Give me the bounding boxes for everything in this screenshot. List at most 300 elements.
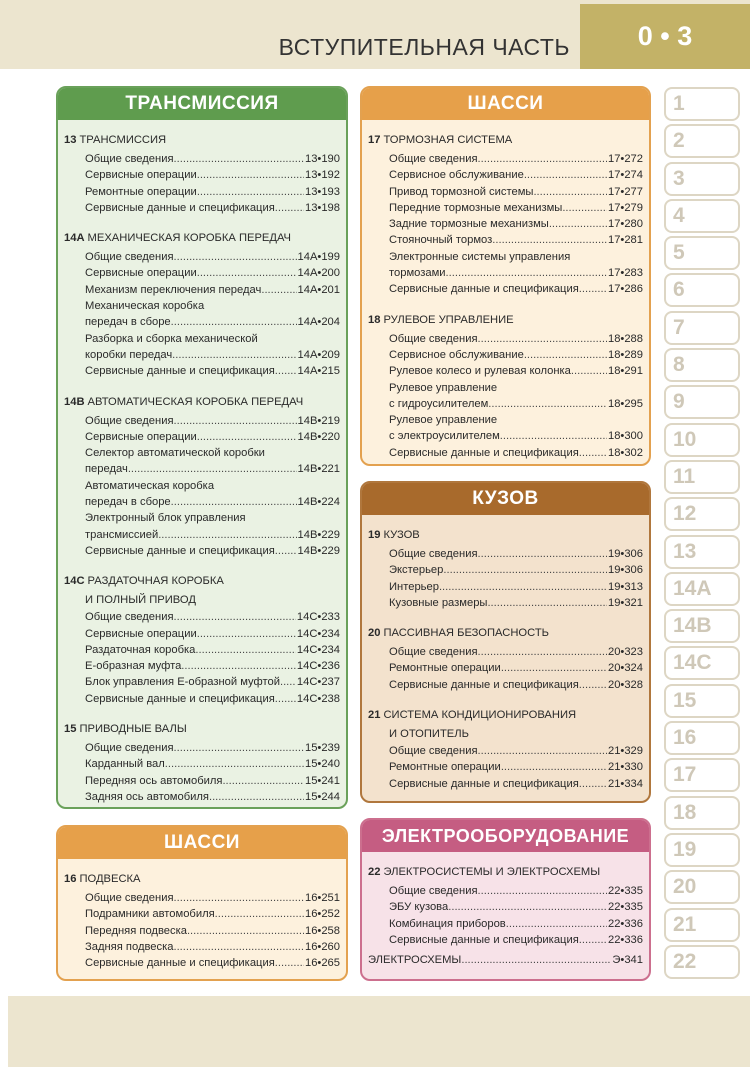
toc-entry[interactable] bbox=[64, 151, 340, 167]
toc-entry[interactable] bbox=[368, 660, 643, 676]
toc-leader-dots bbox=[275, 955, 304, 971]
toc-page-ref: 18•300 bbox=[607, 430, 643, 443]
chapter-tab[interactable]: 22 bbox=[664, 945, 740, 979]
toc-entry-title: Передние тормозные механизмы bbox=[389, 201, 563, 214]
toc-entry[interactable] bbox=[64, 413, 340, 429]
section-heading bbox=[368, 625, 643, 642]
chapter-tabs bbox=[664, 87, 740, 982]
toc-entry-title: Кузовные размеры bbox=[389, 596, 488, 609]
toc-page-ref: 21•329 bbox=[607, 745, 643, 758]
toc-page-ref: 22•335 bbox=[607, 885, 643, 897]
toc-leader-dots bbox=[275, 691, 296, 707]
toc-entry-title: Общие сведения bbox=[389, 646, 478, 659]
toc-page-ref: 17•272 bbox=[607, 153, 643, 165]
toc-leader-dots bbox=[197, 167, 304, 183]
section-title: ТРАНСМИССИЯ bbox=[79, 134, 167, 146]
toc-leader-dots bbox=[171, 494, 297, 510]
toc-entry[interactable] bbox=[368, 428, 643, 444]
toc-entry[interactable] bbox=[368, 363, 643, 379]
toc-entry-title: Сервисные данные и спецификация bbox=[389, 283, 579, 296]
toc-page-ref: 16•265 bbox=[304, 957, 340, 970]
panel-body bbox=[58, 859, 346, 971]
chapter-tab[interactable]: 19 bbox=[664, 833, 740, 867]
toc-page-ref: 14A•204 bbox=[297, 316, 340, 329]
toc-entry[interactable] bbox=[368, 899, 643, 915]
toc-entry[interactable] bbox=[368, 952, 643, 968]
toc-page-ref: 15•239 bbox=[304, 742, 340, 755]
section-heading bbox=[368, 132, 643, 149]
toc-entry[interactable] bbox=[64, 674, 340, 690]
toc-entry-title: Интерьер bbox=[389, 580, 439, 593]
toc-page-ref: 16•251 bbox=[304, 892, 340, 904]
toc-entry-line: Автоматическая коробка bbox=[85, 479, 215, 492]
section-number: 21 bbox=[368, 709, 381, 722]
toc-leader-dots bbox=[579, 677, 607, 693]
toc-entry[interactable] bbox=[64, 200, 340, 216]
toc-page-ref: 14B•229 bbox=[297, 544, 340, 557]
toc-entry-title: передач в сборе bbox=[85, 496, 171, 509]
toc-entry-title: Задняя ось автомобиля bbox=[85, 790, 209, 803]
toc-entry-title: передач bbox=[85, 463, 128, 476]
toc-page-ref: 14C•237 bbox=[296, 676, 340, 689]
toc-entry-title: Общие сведения bbox=[389, 153, 478, 165]
toc-leader-dots bbox=[172, 347, 296, 363]
toc-entry[interactable] bbox=[64, 167, 340, 183]
toc-entry-title: Сервисные данные и спецификация bbox=[85, 365, 275, 378]
toc-entry-line: Электронный блок управления bbox=[85, 512, 246, 525]
chapter-tab[interactable]: 8 bbox=[664, 348, 740, 382]
toc-entry[interactable] bbox=[64, 265, 340, 281]
toc-page-ref: 14C•238 bbox=[296, 692, 340, 705]
toc-leader-dots bbox=[209, 789, 304, 805]
section-heading bbox=[368, 527, 643, 544]
toc-page-ref: 13•190 bbox=[304, 153, 340, 165]
section-title: ПАССИВНАЯ БЕЗОПАСНОСТЬ bbox=[383, 627, 549, 640]
toc-entry-title: Общие сведения bbox=[85, 251, 174, 264]
chapter-tab[interactable]: 2 bbox=[664, 124, 740, 158]
toc-page-ref: 17•277 bbox=[607, 185, 643, 198]
toc-entry-line: Механическая коробка bbox=[85, 300, 205, 313]
toc-page-ref: 16•252 bbox=[304, 908, 340, 921]
toc-page-ref: 21•330 bbox=[607, 761, 643, 774]
chapter-tab[interactable]: 17 bbox=[664, 758, 740, 792]
footer-bar bbox=[8, 996, 750, 1067]
chapter-tab[interactable]: 10 bbox=[664, 423, 740, 457]
toc-entry-title: Сервисные данные и спецификация bbox=[389, 446, 579, 459]
section-number: 13 bbox=[64, 134, 77, 146]
toc-page-ref: 20•324 bbox=[607, 662, 643, 675]
toc-entry-title: Сервисные данные и спецификация bbox=[389, 678, 579, 691]
toc-entry[interactable] bbox=[368, 932, 643, 948]
toc-entry-line: Разборка и сборка механической bbox=[85, 332, 258, 345]
toc-leader-dots bbox=[524, 347, 607, 363]
toc-page-ref: 14A•209 bbox=[297, 348, 340, 361]
toc-page-ref: 13•198 bbox=[304, 201, 340, 214]
chapter-tab[interactable]: 20 bbox=[664, 870, 740, 904]
chapter-tab[interactable]: 15 bbox=[664, 684, 740, 718]
toc-page-ref: 17•279 bbox=[607, 201, 643, 214]
toc-entry[interactable] bbox=[368, 562, 643, 578]
toc-entry-title: Общие сведения bbox=[85, 611, 174, 624]
section-title: ЭЛЕКТРОСИСТЕМЫ И ЭЛЕКТРОСХЕМЫ bbox=[383, 866, 601, 878]
chassis-top-panel bbox=[360, 86, 651, 466]
toc-page-ref: 21•334 bbox=[607, 777, 643, 790]
toc-leader-dots bbox=[174, 151, 304, 167]
toc-entry[interactable] bbox=[368, 151, 643, 167]
toc-entry-title: с гидроусилителем bbox=[389, 397, 489, 410]
toc-entry-line: Рулевое управление bbox=[389, 414, 498, 427]
toc-leader-dots bbox=[275, 200, 304, 216]
toc-page-ref: 15•244 bbox=[304, 790, 340, 803]
chapter-tab[interactable]: 7 bbox=[664, 311, 740, 345]
toc-entry-title: Общие сведения bbox=[389, 332, 478, 345]
toc-entry[interactable] bbox=[64, 805, 340, 809]
section-title: МЕХАНИЧЕСКАЯ КОРОБКА ПЕРЕДАЧ bbox=[87, 232, 292, 245]
toc-entry-title: Ремонтные операции bbox=[389, 761, 501, 774]
toc-entry[interactable] bbox=[368, 916, 643, 932]
section-title: ТОРМОЗНАЯ СИСТЕМА bbox=[383, 134, 513, 146]
toc-page-ref: 15•241 bbox=[304, 774, 340, 787]
toc-leader-dots bbox=[501, 759, 607, 775]
chapter-tab[interactable]: 16 bbox=[664, 721, 740, 755]
panel-title: ТРАНСМИССИЯ bbox=[58, 88, 346, 120]
chapter-tab[interactable]: 14C bbox=[664, 646, 740, 680]
toc-page-ref: 14A•199 bbox=[297, 251, 340, 264]
toc-entry-title: Общие сведения bbox=[85, 742, 174, 755]
section-number: 19 bbox=[368, 529, 381, 541]
toc-page-ref: 22•336 bbox=[607, 933, 643, 946]
toc-page-ref: 14C•234 bbox=[296, 627, 340, 640]
toc-entry-title: Сервисные данные и спецификация bbox=[389, 777, 579, 790]
toc-page-ref: 14C•233 bbox=[296, 611, 340, 624]
toc-entry[interactable] bbox=[64, 429, 340, 445]
toc-entry-title: Общие сведения bbox=[389, 885, 478, 897]
panel-title: ШАССИ bbox=[58, 827, 346, 859]
section-heading bbox=[64, 721, 340, 738]
toc-leader-dots bbox=[478, 644, 607, 660]
section-subtitle: И ОТОПИТЕЛЬ bbox=[389, 728, 469, 741]
toc-entry-title: Привод тормозной системы bbox=[389, 185, 534, 198]
toc-entry[interactable] bbox=[368, 184, 643, 200]
section-heading bbox=[368, 864, 643, 881]
toc-leader-dots bbox=[562, 200, 607, 216]
toc-entry-title: Ремонтные операции bbox=[85, 185, 197, 198]
toc-leader-dots bbox=[579, 281, 607, 297]
section-title: СИСТЕМА КОНДИЦИОНИРОВАНИЯ bbox=[383, 709, 577, 722]
panel-body bbox=[58, 120, 346, 809]
toc-entry[interactable] bbox=[64, 363, 340, 379]
toc-entry-title: Общие сведения bbox=[85, 414, 174, 427]
toc-entry[interactable] bbox=[368, 883, 643, 899]
toc-leader-dots bbox=[165, 756, 304, 772]
toc-page-ref: 14B•229 bbox=[297, 528, 340, 541]
toc-leader-dots bbox=[174, 890, 304, 906]
toc-page-ref: 18•302 bbox=[607, 446, 643, 459]
toc-leader-dots bbox=[579, 445, 607, 461]
chapter-tab[interactable]: 9 bbox=[664, 385, 740, 419]
toc-entry[interactable] bbox=[64, 282, 340, 298]
chapter-tab[interactable]: 11 bbox=[664, 460, 740, 494]
toc-page-ref: 19•306 bbox=[607, 548, 643, 560]
toc-entry-title: Стояночный тормоз bbox=[389, 234, 493, 247]
toc-entry[interactable] bbox=[64, 740, 340, 756]
toc-entry[interactable] bbox=[368, 281, 643, 297]
toc-entry[interactable] bbox=[64, 789, 340, 805]
chapter-tab[interactable]: 6 bbox=[664, 273, 740, 307]
toc-entry-title: трансмиссией bbox=[85, 528, 159, 541]
toc-leader-dots bbox=[443, 562, 607, 578]
toc-entry[interactable] bbox=[368, 776, 643, 792]
toc-entry[interactable] bbox=[368, 743, 643, 759]
toc-entry[interactable] bbox=[368, 579, 643, 595]
toc-leader-dots bbox=[579, 932, 607, 948]
toc-page-ref: 14A•215 bbox=[297, 365, 340, 378]
toc-entry-title: Карданный вал bbox=[85, 758, 165, 771]
chapter-tab[interactable]: 1 bbox=[664, 87, 740, 121]
toc-entry[interactable] bbox=[368, 677, 643, 693]
chapter-tab[interactable]: 14A bbox=[664, 572, 740, 606]
toc-leader-dots bbox=[461, 952, 611, 968]
toc-entry-title: Сервисное обслуживание bbox=[389, 348, 524, 361]
toc-page-ref: 19•313 bbox=[607, 580, 643, 593]
toc-entry-title: Сервисные данные и спецификация bbox=[85, 957, 275, 970]
page-title: ВСТУПИТЕЛЬНАЯ ЧАСТЬ bbox=[278, 34, 570, 60]
toc-page-ref: 13•193 bbox=[304, 185, 340, 198]
toc-entry-title: Блок управления E-образной муфтой bbox=[85, 676, 280, 689]
toc-leader-dots bbox=[524, 167, 607, 183]
toc-entry[interactable] bbox=[64, 906, 340, 922]
toc-entry[interactable] bbox=[368, 546, 643, 562]
toc-entry-title: Сервисное обслуживание bbox=[389, 169, 524, 182]
toc-leader-dots bbox=[579, 776, 607, 792]
toc-page-ref: 22•335 bbox=[607, 901, 643, 914]
toc-entry[interactable] bbox=[368, 759, 643, 775]
section-title: АВТОМАТИЧЕСКАЯ КОРОБКА ПЕРЕДАЧ bbox=[87, 395, 304, 408]
toc-entry[interactable] bbox=[64, 494, 340, 510]
toc-entry-title: Сервисные операции bbox=[85, 430, 197, 443]
section-number: 15 bbox=[64, 723, 77, 736]
toc-leader-dots bbox=[173, 939, 304, 955]
toc-entry-line: Селектор автоматической коробки bbox=[85, 447, 265, 460]
section-heading bbox=[64, 230, 340, 247]
toc-entry[interactable] bbox=[64, 756, 340, 772]
section-number: 17 bbox=[368, 134, 381, 146]
toc-page-ref: 14B•219 bbox=[297, 414, 340, 427]
toc-entry[interactable] bbox=[368, 232, 643, 248]
toc-entry-title: Сервисные операции bbox=[85, 627, 197, 640]
toc-entry[interactable] bbox=[64, 527, 340, 543]
toc-entry[interactable] bbox=[368, 644, 643, 660]
toc-entry-title: тормозами bbox=[389, 267, 446, 280]
toc-leader-dots bbox=[478, 743, 607, 759]
toc-entry[interactable] bbox=[64, 691, 340, 707]
toc-leader-dots bbox=[174, 609, 296, 625]
toc-leader-dots bbox=[488, 396, 607, 412]
toc-page-ref: 14B•221 bbox=[297, 463, 340, 476]
toc-page-ref: 17•286 bbox=[607, 283, 643, 296]
section-number: 20 bbox=[368, 627, 381, 640]
toc-entry[interactable] bbox=[368, 595, 643, 611]
toc-entry[interactable] bbox=[64, 890, 340, 906]
header-bar bbox=[0, 0, 750, 69]
toc-entry[interactable] bbox=[64, 249, 340, 265]
toc-leader-dots bbox=[128, 461, 297, 477]
toc-entry-title: Подрамники автомобиля bbox=[85, 908, 215, 921]
toc-entry-title: Общие сведения bbox=[389, 548, 478, 560]
panel-body bbox=[362, 515, 649, 792]
toc-leader-dots bbox=[197, 626, 296, 642]
toc-entry-title: Механизм переключения передач bbox=[85, 283, 262, 296]
toc-entry-title: Комбинация приборов bbox=[389, 917, 506, 930]
toc-leader-dots bbox=[275, 543, 297, 559]
toc-entry[interactable] bbox=[368, 167, 643, 183]
toc-leader-dots bbox=[446, 265, 607, 281]
toc-entry[interactable] bbox=[64, 642, 340, 658]
toc-page-ref: 20•323 bbox=[607, 646, 643, 659]
electrical-panel bbox=[360, 818, 651, 981]
toc-entry-title: передач в сборе bbox=[85, 316, 171, 329]
toc-page-ref: 16•260 bbox=[304, 940, 340, 953]
section-heading bbox=[64, 394, 340, 411]
toc-entry-title: ЭБУ кузова bbox=[389, 901, 449, 914]
toc-entry[interactable] bbox=[64, 347, 340, 363]
section-heading bbox=[368, 707, 643, 724]
toc-page-ref: 16•258 bbox=[304, 924, 340, 937]
section-number: 22 bbox=[368, 866, 381, 878]
toc-entry[interactable] bbox=[64, 543, 340, 559]
toc-entry[interactable] bbox=[368, 445, 643, 461]
page-number: 0 • 3 bbox=[580, 4, 750, 69]
section-number: 14C bbox=[64, 575, 85, 588]
toc-entry[interactable] bbox=[368, 347, 643, 363]
section-heading bbox=[368, 312, 643, 329]
toc-page-ref: 18•289 bbox=[607, 348, 643, 361]
toc-entry-title: Задние тормозные механизмы bbox=[389, 218, 549, 231]
toc-leader-dots bbox=[506, 916, 607, 932]
toc-leader-dots bbox=[197, 429, 297, 445]
toc-entry[interactable] bbox=[64, 626, 340, 642]
toc-entry-title: Задняя подвеска bbox=[85, 940, 174, 953]
chapter-tab[interactable]: 12 bbox=[664, 497, 740, 531]
toc-entry[interactable] bbox=[368, 200, 643, 216]
toc-leader-dots bbox=[158, 527, 296, 543]
toc-entry-title: E-образная муфта bbox=[85, 660, 182, 673]
chapter-tab[interactable]: 5 bbox=[664, 236, 740, 270]
toc-leader-dots bbox=[275, 363, 297, 379]
toc-entry[interactable] bbox=[64, 609, 340, 625]
transmission-panel bbox=[56, 86, 348, 809]
panel-title: ЭЛЕКТРООБОРУДОВАНИЕ bbox=[362, 820, 649, 852]
toc-leader-dots bbox=[501, 660, 607, 676]
toc-entry[interactable] bbox=[368, 265, 643, 281]
toc-page-ref: 17•281 bbox=[607, 234, 643, 247]
chapter-tab[interactable]: 21 bbox=[664, 908, 740, 942]
toc-leader-dots bbox=[478, 151, 607, 167]
chassis-bottom-panel bbox=[56, 825, 348, 981]
toc-page-ref: Э•341 bbox=[612, 954, 643, 967]
toc-page-ref: 22•336 bbox=[607, 917, 643, 930]
toc-leader-dots bbox=[478, 331, 607, 347]
toc-entry-title: Сервисные операции bbox=[85, 267, 197, 280]
toc-leader-dots bbox=[222, 773, 304, 789]
section-title: КУЗОВ bbox=[383, 529, 420, 541]
toc-page-ref: 18•291 bbox=[607, 365, 643, 378]
toc-leader-dots bbox=[197, 184, 304, 200]
toc-leader-dots bbox=[571, 363, 607, 379]
toc-leader-dots bbox=[261, 282, 296, 298]
toc-page-ref: 14B•220 bbox=[297, 430, 340, 443]
toc-entry[interactable] bbox=[368, 396, 643, 412]
chapter-tab[interactable]: 14B bbox=[664, 609, 740, 643]
toc-page-ref bbox=[304, 805, 340, 809]
toc-page-ref: 13•192 bbox=[304, 169, 340, 182]
toc-leader-dots bbox=[174, 249, 297, 265]
section-title: РУЛЕВОЕ УПРАВЛЕНИЕ bbox=[383, 313, 514, 326]
toc-entry-title: Сервисные данные и спецификация bbox=[389, 933, 579, 946]
toc-leader-dots bbox=[171, 314, 297, 330]
toc-entry-title: Общие сведения bbox=[85, 892, 174, 904]
toc-entry-title: Рулевое колесо и рулевая колонка bbox=[389, 365, 571, 378]
chapter-tab[interactable]: 13 bbox=[664, 535, 740, 569]
toc-entry-title: Сервисные операции bbox=[85, 169, 197, 182]
panel-body bbox=[362, 852, 649, 968]
toc-entry[interactable] bbox=[64, 658, 340, 674]
toc-entry[interactable] bbox=[368, 331, 643, 347]
toc-entry-title: Сервисные данные и спецификация bbox=[85, 692, 275, 705]
toc-entry-title bbox=[85, 805, 275, 809]
chapter-tab[interactable]: 4 bbox=[664, 199, 740, 233]
toc-leader-dots bbox=[187, 923, 304, 939]
toc-page-ref: 15•240 bbox=[304, 758, 340, 771]
toc-entry[interactable] bbox=[64, 939, 340, 955]
toc-entry[interactable] bbox=[368, 216, 643, 232]
toc-page-ref: 14A•200 bbox=[297, 267, 340, 280]
toc-leader-dots bbox=[275, 805, 304, 809]
toc-entry-title: с электроусилителем bbox=[389, 430, 500, 443]
toc-page-ref: 14C•234 bbox=[296, 643, 340, 656]
toc-entry[interactable] bbox=[64, 184, 340, 200]
panel-title: КУЗОВ bbox=[362, 483, 649, 515]
toc-leader-dots bbox=[174, 740, 304, 756]
section-number: 18 bbox=[368, 313, 381, 326]
toc-page-ref: 19•321 bbox=[607, 596, 643, 609]
section-subtitle: И ПОЛНЫЙ ПРИВОД bbox=[85, 594, 196, 607]
toc-entry[interactable] bbox=[64, 461, 340, 477]
section-number: 16 bbox=[64, 873, 77, 885]
toc-page-ref: 17•280 bbox=[607, 218, 643, 231]
chapter-tab[interactable]: 18 bbox=[664, 796, 740, 830]
toc-leader-dots bbox=[549, 216, 607, 232]
toc-entry[interactable] bbox=[64, 955, 340, 971]
toc-page-ref: 17•274 bbox=[607, 169, 643, 182]
toc-leader-dots bbox=[280, 674, 296, 690]
toc-entry[interactable] bbox=[64, 923, 340, 939]
toc-leader-dots bbox=[448, 899, 607, 915]
toc-entry[interactable] bbox=[64, 773, 340, 789]
toc-leader-dots bbox=[478, 546, 607, 562]
toc-leader-dots bbox=[487, 595, 607, 611]
toc-entry-title: Ремонтные операции bbox=[389, 662, 501, 675]
section-number: 14A bbox=[64, 232, 85, 245]
toc-leader-dots bbox=[215, 906, 304, 922]
toc-entry-title: коробки передач bbox=[85, 348, 173, 361]
chapter-tab[interactable]: 3 bbox=[664, 162, 740, 196]
toc-leader-dots bbox=[500, 428, 607, 444]
section-heading bbox=[64, 132, 340, 149]
toc-entry[interactable] bbox=[64, 314, 340, 330]
toc-page-ref: 17•283 bbox=[607, 267, 643, 280]
section-heading bbox=[64, 871, 340, 888]
